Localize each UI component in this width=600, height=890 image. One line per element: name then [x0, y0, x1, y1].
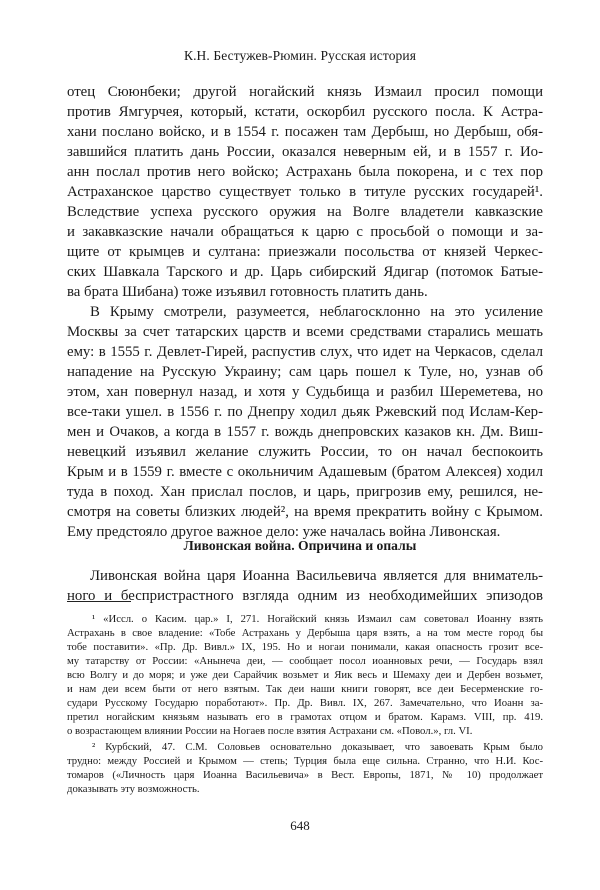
text-line: В Крыму смотрели, разумеется, неблагосклонно на это усиление — [90, 304, 543, 320]
text-line: против Ямгурчея, который, кстати, оскорбил русского посла. К Астра- — [67, 104, 543, 120]
text-line: этом, хан повернул назад, и хотя у Судьбища и разбил Шереметева, но — [67, 384, 543, 400]
footnote-line: судари Русскому Государю поработают». Пр. Др. Вивл. IX, 267. Замечательно, что Иоанн за- — [67, 697, 543, 709]
text-line: Ему предстояло другое важное дело: уже началась война Ливонская. — [67, 524, 501, 540]
footnote-line: претил ногайским князьям называть его в грамотах отцом и братом. Карамз. VIII, пр. 419. — [67, 711, 543, 723]
text-line: ного и беспристрастного взгляда одним из необходимейших эпизодов — [67, 588, 543, 604]
footnote-line: Астрахань в свое владение: «Тобе Астрахань у Дербыша царя взять, а на том месте город бы — [67, 627, 543, 639]
footnote-line: ² Курбский, 47. С.М. Соловьев основательно доказывает, что завоевать Крым было — [92, 741, 543, 753]
text-line: анн послал против него войско; Астрахань была покорена, и с тех пор — [67, 164, 543, 180]
text-line: мен и Очаков, а когда в 1557 г. вождь днепровских казаков кн. Дм. Виш- — [67, 424, 543, 440]
footnote-line: доказывать эту возможность. — [67, 783, 200, 795]
text-line: ему: в 1555 г. Девлет-Гирей, распустив слух, что идет на Черкасов, сделал — [67, 344, 543, 360]
text-line: Вследствие успеха русского оружия на Волге владетели кавказские — [67, 204, 543, 220]
text-line: ва брата Шибана) тоже изъявил готовность платить дань. — [67, 284, 428, 300]
text-line: туда в поход. Хан прислал послов, и царь, пригрозив ему, решился, не- — [67, 484, 543, 500]
running-head: К.Н. Бестужев-Рюмин. Русская история — [183, 48, 417, 63]
text-line: нападение на Русскую Украину; сам царь пошел к Туле, но, узнав об — [67, 364, 543, 380]
footnote-divider — [67, 601, 131, 602]
footnote-line: му татарству от России: «Анынеча деи, — сообщает посол иоанновых речи, — Государь взял — [67, 655, 543, 667]
page-number: 648 — [290, 818, 310, 833]
text-line: Астраханское царство существует только в титуле русских государей¹. — [67, 184, 543, 200]
footnote-line: всю Волгу и до моря; и уже деи Сарайчик возьмет и Яик весь и Шемаху деи и Дербен возьмет, — [67, 669, 543, 681]
text-line: невецкий изъявил желание служить России, то он начал беспокоить — [67, 444, 543, 460]
footnote-line: ¹ «Иссл. о Касим. цар.» I, 271. Ногайский князь Измаил сам советовал Иоанну взять — [92, 613, 543, 625]
text-line: завшийся платить дань России, оказался неверным ей, и в 1557 г. Ио- — [67, 144, 543, 160]
text-line: Крым и в 1559 г. вместе с окольничим Адашевым (братом Алексея) ходил — [67, 464, 543, 480]
text-line: и закавказские начали обращаться к царю с просьбой о помощи и за- — [67, 224, 543, 240]
footnote-line: и нам деи всем быти от него взятым. Так деи наши книги говорят, все деи Бесерменские го- — [67, 683, 543, 695]
footnote-line: о возрастающем влиянии России на Ногаев после взятия Астрахани см. «Повол.», гл. VI. — [67, 725, 473, 737]
text-line: щите от крымцев и султана: приезжали посольства от князей Черкес- — [67, 244, 543, 260]
footnote-line: томаров («Личность царя Иоанна Васильевича» в Вест. Европы, 1871, № 10) продолжает — [67, 769, 543, 781]
footnote-line: тобе поставити». «Пр. Др. Вивл.» IX, 195. Но и ногаи понимали, какая опасность грозит все- — [67, 641, 543, 653]
text-line: смотря на советы близких людей², на время прекратить войну с Крымом. — [67, 504, 543, 520]
text-line: все-таки ушел. в 1556 г. по Днепру ходил дьяк Ржевский под Ислам-Кер- — [67, 404, 543, 420]
section-heading: Ливонская война. Опричина и опалы — [183, 538, 417, 553]
footnote-line: трудно: между Россией и Крымом — степь; Турция была еще сильна. Странно, что Н.И. Кос- — [67, 755, 543, 767]
text-line: Москвы за счет татарских царств и всеми средствами старались мешать — [67, 324, 543, 340]
text-line: отец Сююнбеки; другой ногайский князь Измаил просил помощи — [67, 84, 543, 100]
text-line: хани послано войско, и в 1554 г. посажен там Дербыш, но Дербыш, обя- — [67, 124, 543, 140]
text-line: Ливонская война царя Иоанна Васильевича является для вниматель- — [90, 568, 543, 584]
text-line: ских Шавкала Тарского и др. Царь сибирский Ядигар (потомок Батые- — [67, 264, 543, 280]
